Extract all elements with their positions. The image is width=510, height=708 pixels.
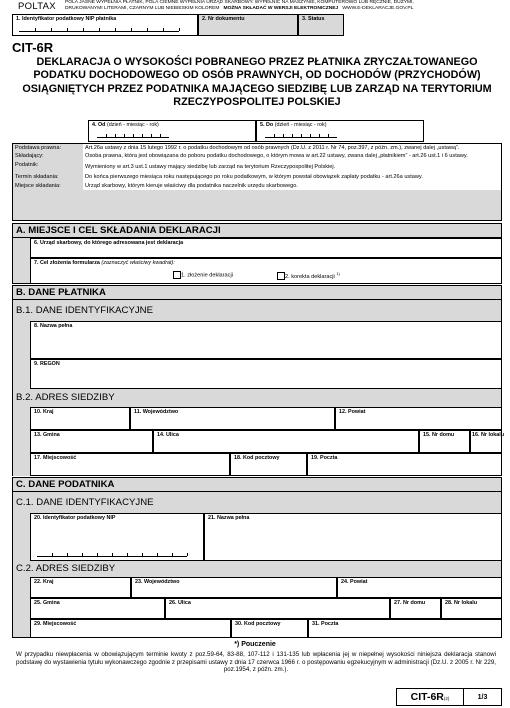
status-label: 3. Status bbox=[302, 16, 325, 22]
payer-name-label: 8. Nazwa pełna bbox=[34, 323, 73, 329]
field-label: 22. Kraj bbox=[34, 579, 54, 585]
form-code: CIT-6R bbox=[12, 40, 54, 55]
option-correction-label: 2. korekta deklaracji bbox=[285, 273, 335, 280]
info-row bbox=[13, 173, 501, 181]
legal-info-table bbox=[13, 144, 501, 190]
field-label: 17. Miejscowość bbox=[34, 455, 77, 461]
poltax-brand: POLTAX bbox=[18, 1, 56, 12]
field-label: 29. Miejscowość bbox=[34, 621, 77, 627]
field-label: 14. Ulica bbox=[157, 432, 179, 438]
taxpayer-street-field[interactable] bbox=[165, 598, 390, 619]
option-correction[interactable] bbox=[277, 271, 340, 280]
instruction-title: *) Pouczenie bbox=[234, 641, 276, 648]
info-text: Urząd skarbowy, którym kieruje właściwy dla podatnika naczelnik urzędu skarbowego. bbox=[83, 182, 501, 190]
instruction-text: W przypadku niewpłacenia w obowiązującym terminie kwoty z poz.59-64, 83-88, 107-112 i 131-135 lub wpłacenia jej w niepełnej wysokości niniejsza deklaracja stanowi podstawę do wystawienia tytułu wykonawczego zgodnie z przepisami ustawy z dnia 17 czerwca 1966 r. o postępowaniu egzekucyjnym w administracji (Dz.U. z 2005 r. Nr 229, poz.1954, z późn. zm.). bbox=[16, 651, 496, 674]
period-from-label: 4. Od (dzień - miesiąc - rok) bbox=[92, 122, 159, 128]
payer-postcode-field[interactable] bbox=[230, 453, 307, 476]
payer-regon-label: 9. REGON bbox=[34, 361, 60, 367]
document-number-label: 2. Nr dokumentu bbox=[202, 16, 245, 22]
taxpayer-name-field[interactable] bbox=[204, 513, 502, 561]
field-label: 23. Województwo bbox=[135, 579, 180, 585]
info-row bbox=[13, 182, 501, 190]
footer-form-code: CIT-6R(2) bbox=[397, 689, 464, 705]
option-submit-label: 1. złożenie deklaracji bbox=[181, 272, 233, 279]
taxpayer-postcode-field[interactable] bbox=[231, 619, 308, 638]
info-label: Składający: bbox=[15, 153, 44, 160]
section-c-header: C. DANE PODATNIKA bbox=[12, 477, 502, 492]
payer-name-field[interactable] bbox=[30, 321, 502, 359]
payer-country-field[interactable] bbox=[30, 407, 130, 430]
checkbox-icon[interactable] bbox=[173, 271, 181, 279]
option-submit[interactable] bbox=[173, 271, 233, 279]
field-label: 10. Kraj bbox=[34, 409, 54, 415]
field-label: 31. Poczta bbox=[312, 621, 339, 627]
info-label: Podatnik: bbox=[15, 161, 39, 168]
taxpayer-county-field[interactable] bbox=[337, 577, 502, 598]
field-label: 18. Kod pocztowy bbox=[234, 455, 280, 461]
tax-office-label: 6. Urząd skarbowy, do którego adresowana jest deklaracja bbox=[34, 240, 184, 246]
taxpayer-voivodeship-field[interactable] bbox=[131, 577, 337, 598]
section-b1-header: B.1. DANE IDENTYFIKACYJNE bbox=[12, 300, 502, 321]
field-label: 12. Powiat bbox=[339, 409, 366, 415]
info-text: Art.26a ustawy z dnia 15 lutego 1992 r. o podatku dochodowym od osób prawnych (Dz.U. z 2011 r. Nr 74, poz.397, z późn. zm.), zwanej dalej „ustawą”. bbox=[83, 144, 501, 152]
payer-regon-field[interactable] bbox=[30, 359, 502, 389]
checkbox-icon[interactable] bbox=[277, 272, 285, 280]
field-label: 26. Ulica bbox=[169, 600, 191, 606]
taxpayer-nip-field[interactable] bbox=[30, 513, 204, 561]
nip-payer-field[interactable] bbox=[12, 14, 198, 36]
section-c1-header: C.1. DANE IDENTYFIKACYJNE bbox=[12, 492, 502, 513]
field-label: 27. Nr domu bbox=[394, 600, 426, 606]
date-grid bbox=[97, 134, 169, 138]
form-purpose-label: 7. Cel złożenia formularza (zaznaczyć właściwy kwadrat): bbox=[34, 260, 175, 266]
legal-info-box bbox=[12, 143, 502, 221]
section-c2-header: C.2. ADRES SIEDZIBY bbox=[12, 561, 502, 577]
document-number-field bbox=[198, 14, 298, 36]
field-label: 19. Poczta bbox=[311, 455, 338, 461]
field-label: 21. Nazwa pełna bbox=[208, 515, 250, 521]
section-b2-header: B.2. ADRES SIEDZIBY bbox=[12, 389, 502, 407]
field-label: 20. Identyfikator podatkowy NIP bbox=[34, 515, 116, 521]
info-row bbox=[13, 152, 501, 160]
info-row bbox=[13, 161, 501, 173]
field-label: 30. Kod pocztowy bbox=[235, 621, 281, 627]
period-to-label: 5. Do (dzień - miesiąc - rok) bbox=[260, 122, 327, 128]
info-text: Osoba prawna, która jest obowiązana do poboru podatku dochodowego, o którym mowa w art.22 ustawy, zwana dalej „płatnikiem” - art.26 ust.1 i 6 ustawy. bbox=[83, 152, 501, 160]
section-b-header: B. DANE PŁATNIKA bbox=[12, 285, 502, 300]
taxpayer-commune-field[interactable] bbox=[30, 598, 165, 619]
taxpayer-apartment-field[interactable] bbox=[441, 598, 502, 619]
info-row bbox=[13, 144, 501, 152]
period-from-field[interactable] bbox=[88, 120, 256, 142]
info-text: Wymieniony w art.3 ust.1 ustawy mający siedzibę lub zarząd na terytorium Rzeczypospolitej Polskiej. bbox=[83, 161, 501, 173]
field-label: 24. Powiat bbox=[341, 579, 368, 585]
form-footer-id bbox=[396, 688, 502, 706]
footnote-marker: 1) bbox=[336, 271, 340, 276]
form-title: DEKLARACJA O WYSOKOŚCI POBRANEGO PRZEZ PŁATNIKA ZRYCZAŁTOWANEGO PODATKU DOCHODOWEGO OD OSÓB PRAWNYCH, OD DOCHODÓW (PRZYCHODÓW) OSIĄGNIĘTYCH PRZEZ PODATNIKA MAJĄCEGO SIEDZIBĘ LUB ZARZĄD NA TERYTORIUM RZECZYPOSPOLITEJ POLSKIEJ bbox=[22, 56, 492, 108]
date-grid bbox=[265, 134, 337, 138]
period-to-field[interactable] bbox=[256, 120, 424, 142]
form-purpose-field bbox=[30, 258, 502, 284]
tax-office-field[interactable] bbox=[30, 238, 502, 258]
field-label: 28. Nr lokalu bbox=[445, 600, 478, 606]
field-label: 11. Województwo bbox=[134, 409, 179, 415]
payer-voivodeship-field[interactable] bbox=[130, 407, 335, 430]
payer-post-office-field[interactable] bbox=[307, 453, 502, 476]
fill-instructions: POLA JASNE WYPEŁNIA PŁATNIK, POLA CIEMNE WYPEŁNIA URZĄD SKARBOWY. WYPEŁNIĆ NA MASZYNIE, KOMPUTEROWO LUB RĘCZNIE, DUŻYMI, DRUKOWANYMI LITERAMI, CZARNYM LUB NIEBIESKIM KOLOREM MOŻNA SKŁADAĆ W WERSJI ELEKTRONICZNEJ WWW.E-DEKLARACJE.GOV.PL bbox=[65, 0, 414, 12]
field-label: 16. Nr lokalu bbox=[472, 432, 505, 438]
payer-street-field[interactable] bbox=[153, 430, 419, 453]
payer-house-number-field[interactable] bbox=[419, 430, 470, 453]
info-label: Termin składania: bbox=[15, 174, 59, 181]
nip-digit-grid bbox=[19, 28, 179, 32]
payer-commune-field[interactable] bbox=[30, 430, 153, 453]
taxpayer-house-number-field[interactable] bbox=[390, 598, 441, 619]
taxpayer-country-field[interactable] bbox=[30, 577, 131, 598]
info-label: Miejsce składania: bbox=[15, 182, 61, 189]
field-label: 25. Gmina bbox=[34, 600, 60, 606]
field-label: 15. Nr domu bbox=[423, 432, 455, 438]
nip-digit-grid bbox=[37, 553, 187, 557]
page-number: 1/3 bbox=[477, 693, 488, 701]
info-label: Podstawa prawna: bbox=[15, 145, 62, 151]
section-a-header: A. MIEJSCE I CEL SKŁADANIA DEKLARACJI bbox=[12, 223, 502, 238]
taxpayer-post-office-field[interactable] bbox=[308, 619, 502, 638]
taxpayer-city-field[interactable] bbox=[30, 619, 231, 638]
field-label: 13. Gmina bbox=[34, 432, 60, 438]
info-text: Do końca pierwszego miesiąca roku następującego po roku podatkowym, w którym powstał obowiązek zapłaty podatku - art.26a ustawy. bbox=[83, 173, 501, 181]
payer-county-field[interactable] bbox=[335, 407, 502, 430]
status-field bbox=[298, 14, 344, 36]
payer-city-field[interactable] bbox=[30, 453, 230, 476]
payer-apartment-field[interactable] bbox=[470, 430, 505, 453]
nip-payer-label: 1. Identyfikator podatkowy NIP płatnika bbox=[16, 16, 117, 22]
